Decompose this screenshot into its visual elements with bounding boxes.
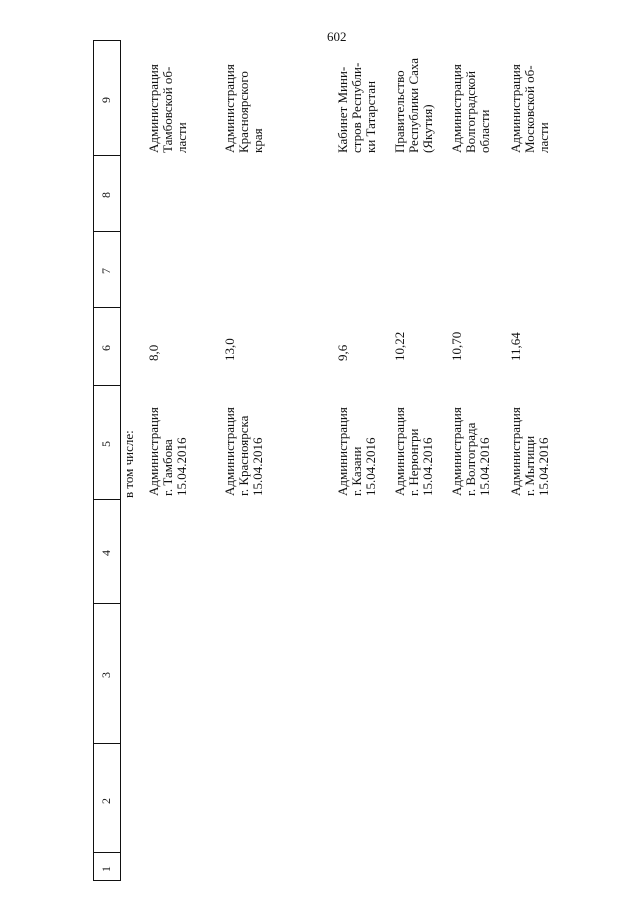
row-applicant: Администрация г. Казани 15.04.2016: [335, 407, 378, 496]
row-applicant: Администрация г. Нерюнгри 15.04.2016: [392, 407, 435, 496]
col-number-2: 2: [99, 798, 113, 804]
row-authority: Администрация Московской об- ласти: [508, 64, 551, 153]
col-number-5: 5: [99, 441, 113, 447]
header-left-border: [93, 40, 94, 881]
col-number-8: 8: [99, 192, 113, 198]
col-separator: [93, 603, 121, 604]
col-separator: [93, 743, 121, 744]
col-separator: [93, 385, 121, 386]
page-number: 602: [327, 29, 347, 44]
col-number-1: 1: [99, 866, 113, 872]
row-value: 9,6: [335, 344, 350, 361]
row-applicant: Администрация г. Тамбова 15.04.2016: [146, 407, 189, 496]
row-authority: Администрация Красноярского края: [222, 64, 265, 153]
row-authority: Правительство Республики Саха (Якутия): [392, 57, 435, 153]
col-separator: [93, 231, 121, 232]
col-number-9: 9: [99, 97, 113, 103]
row-authority: Администрация Волгоградской области: [449, 64, 492, 153]
row-applicant: Администрация г. Волгограда 15.04.2016: [449, 407, 492, 496]
row-value: 10,70: [449, 331, 464, 361]
col-separator: [93, 499, 121, 500]
col-number-6: 6: [99, 345, 113, 351]
col-separator: [93, 155, 121, 156]
col-number-4: 4: [99, 550, 113, 556]
table-bottom-border: [93, 880, 121, 881]
col-separator: [93, 307, 121, 308]
row-authority: Администрация Тамбовской об- ласти: [146, 64, 189, 153]
row-applicant: Администрация г. Мытищи 15.04.2016: [508, 407, 551, 496]
col-separator: [93, 852, 121, 853]
row-value: 13,0: [222, 338, 237, 361]
table-top-border: [93, 40, 121, 41]
row-value: 11,64: [508, 332, 523, 361]
row-value: 10,22: [392, 331, 407, 361]
row-authority: Кабинет Мини- стров Республи- ки Татарстан: [335, 62, 378, 153]
col-number-3: 3: [99, 672, 113, 678]
subheading: в том числе:: [121, 430, 136, 498]
row-applicant: Администрация г. Красноярска 15.04.2016: [222, 407, 265, 496]
col-number-7: 7: [99, 268, 113, 274]
row-value: 8,0: [146, 344, 161, 361]
